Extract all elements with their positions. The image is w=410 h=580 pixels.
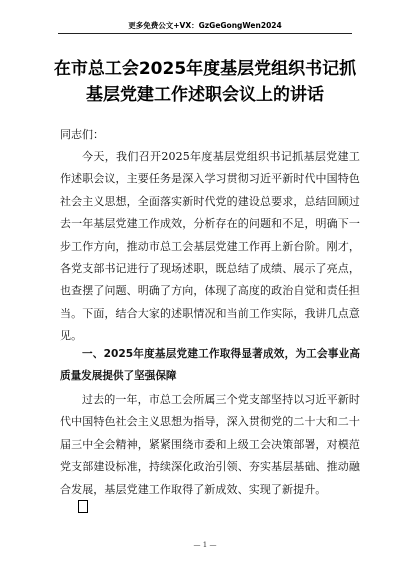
page-number: — 1 — [193, 541, 217, 549]
salutation: 同志们： [60, 128, 104, 141]
document-title: 在市总工会2025年度基层党组织书记抓基层党建工作述职会议上的讲话 [53, 59, 357, 105]
header-note: 更多免费公文+VX：GzGeGongWen2024 [128, 21, 282, 30]
body-paragraph: 过去的一年，市总工会所属三个党支部坚持以习近平新时代中国特色社会主义思想为指导，深入贯彻党的二十大和二十届三中全会精神，紧紧围绕市委和上级工会决策部署，对模范党支部建设标准，持续深化政治引领、夯实基层基础、推动融合发展，基层党建工作取得了新成效、实现了新提升。 [60, 393, 360, 496]
missing-glyph-box-icon [78, 500, 88, 513]
header-divider [58, 33, 352, 34]
body-paragraph: 今天，我们召开2025年度基层党组织书记抓基层党建工作述职会议，主要任务是深入学习贯彻习近平新时代中国特色社会主义思想，全面落实新时代党的建设总要求，总结回顾过去一年基层党建工作成效，分析存在的问题和不足，明确下一步工作方向，推动市总工会基层党建工作再上新台阶。刚才，各党支部书记进行了现场述职，既总结了成绩、展示了亮点，也查摆了问题、明确了方向，体现了高度的政治自觉和责任担当。下面，结合大家的述职情况和当前工作实际，我讲几点意见。 [60, 150, 360, 343]
section-heading: 一、2025年度基层党建工作取得显著成效，为工会事业高质量发展提供了坚强保障 [60, 348, 360, 383]
